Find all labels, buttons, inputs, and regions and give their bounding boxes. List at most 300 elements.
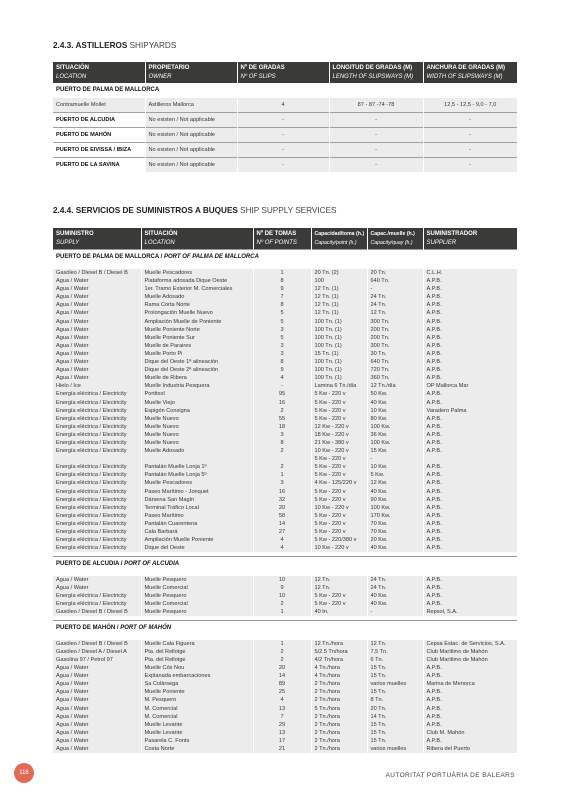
supply-cell: Energía eléctrica / Electricity — [53, 471, 141, 479]
supply-cell: Energía eléctrica / Electricity — [53, 528, 141, 536]
supplier-cell: OP Mallorca Mar — [423, 382, 517, 390]
location-cell: Muelle Cala Figuera — [141, 640, 253, 648]
column-header — [253, 228, 311, 250]
supply-table — [53, 228, 517, 757]
capacity-quay-cell: 15 Tn. — [367, 721, 423, 729]
points-cell: 8 — [253, 301, 311, 309]
capacity-quay-cell: 14 Tn. — [367, 713, 423, 721]
location-cell: Muelle Pesquero — [141, 576, 253, 584]
supplier-cell: A.P.B. — [423, 488, 517, 496]
capacity-quay-cell: - — [367, 608, 423, 616]
port-name-en: PORT OF PALMA DE MALLORCA — [164, 254, 259, 260]
points-cell: 2 — [253, 648, 311, 656]
points-cell: 1 — [253, 608, 311, 616]
capacity-point-cell: 5 Kw - 220 v — [311, 463, 367, 471]
supplier-cell: Club Marítimo de Mahón — [423, 648, 517, 656]
slips-cell: - — [237, 128, 329, 143]
points-cell: 9 — [253, 285, 311, 293]
capacity-quay-cell: 40 Kw. — [367, 399, 423, 407]
table-row — [53, 721, 517, 729]
capacity-quay-cell: 300 Tn. — [367, 342, 423, 350]
supply-cell: Gasóleo / Diesel B / Diesel B — [53, 640, 141, 648]
capacity-quay-cell: 7,5 Tn. — [367, 648, 423, 656]
points-cell: 95 — [253, 390, 311, 398]
points-cell: 55 — [253, 415, 311, 423]
supply-cell: Energía eléctrica / Electricity — [53, 431, 141, 439]
points-cell: 4 — [253, 374, 311, 382]
capacity-quay-cell: varios muelles — [367, 680, 423, 688]
supply-cell: Energía eléctrica / Electricity — [53, 415, 141, 423]
table-row — [53, 463, 517, 471]
points-cell: 2 — [253, 407, 311, 415]
points-cell: 16 — [253, 399, 311, 407]
supplier-cell: A.P.B. — [423, 334, 517, 342]
supply-cell: Energía eléctrica / Electricity — [53, 520, 141, 528]
supplier-cell: A.P.B. — [423, 584, 517, 592]
capacity-quay-cell: 15 Tn. — [367, 688, 423, 696]
supplier-cell: A.P.B. — [423, 431, 517, 439]
supplier-cell: A.P.B. — [423, 309, 517, 317]
points-cell: 5 — [253, 334, 311, 342]
points-cell: 9 — [253, 366, 311, 374]
column-header — [141, 228, 253, 250]
column-header — [329, 62, 423, 83]
column-header-en: WIDTH OF SLIPSWAYS (M) — [426, 73, 503, 80]
width-cell: 12,5 - 12,5 - 9,0 - 7,0 — [423, 98, 517, 113]
location-cell: Pantalán Muelle Lonja 5º — [141, 471, 253, 479]
supplier-cell: A.P.B. — [423, 479, 517, 487]
points-cell: 7 — [253, 293, 311, 301]
spacer — [53, 753, 517, 757]
supplier-cell: A.P.B. — [423, 285, 517, 293]
location-cell: Muelle Nuevo — [141, 415, 253, 423]
capacity-quay-cell: 300 Tn. — [367, 318, 423, 326]
capacity-point-cell: 5 Kw - 220 v — [311, 415, 367, 423]
port-name: PUERTO DE PALMA DE MALLORCA — [53, 83, 517, 98]
supply-cell: Energía eléctrica / Electricity — [53, 463, 141, 471]
supplier-cell: A.P.B. — [423, 576, 517, 584]
table-row — [53, 512, 517, 520]
location-cell: Muelle Adosado — [141, 447, 253, 455]
capacity-quay-cell: 12 Tn. — [367, 309, 423, 317]
capacity-point-cell: 2 Tn./hora — [311, 688, 367, 696]
points-cell: 3 — [253, 431, 311, 439]
length-cell: - — [329, 143, 423, 158]
capacity-point-cell: 5/2.5 Tn/hora — [311, 648, 367, 656]
capacity-quay-cell: 200 Tn. — [367, 326, 423, 334]
port-name-en: PORT OF MAHÓN — [120, 624, 172, 631]
capacity-point-cell: 5 Tn./hora — [311, 705, 367, 713]
points-cell: - — [253, 382, 311, 390]
capacity-quay-cell: 200 Tn. — [367, 334, 423, 342]
capacity-point-cell: 15 Tn. (1) — [311, 350, 367, 358]
supplier-cell: A.P.B. — [423, 672, 517, 680]
capacity-point-cell: 4 Tn./hora — [311, 664, 367, 672]
title-en: SHIP SUPPLY SERVICES — [240, 206, 337, 215]
capacity-quay-cell: 100 Kw. — [367, 423, 423, 431]
capacity-point-cell: 12 Kw - 220 v — [311, 423, 367, 431]
points-cell: 25 — [253, 688, 311, 696]
table-row — [53, 407, 517, 415]
capacity-quay-cell: 12 Tn./día — [367, 382, 423, 390]
port-name: PUERTO DE MAHÓN / PORT OF MAHÓN — [53, 620, 517, 636]
location-cell: Muelle Comercial — [141, 584, 253, 592]
table-row — [53, 608, 517, 616]
table-row — [53, 737, 517, 745]
location-cell: Espigón Consigna — [141, 407, 253, 415]
port-cell: PUERTO DE EIVISSA / IBIZA — [53, 143, 145, 158]
capacity-quay-cell: - — [367, 285, 423, 293]
table-row — [53, 688, 517, 696]
capacity-point-cell: 21 Kw - 380 v — [311, 439, 367, 447]
capacity-point-cell: 12 Tn. — [311, 576, 367, 584]
points-cell: 9 — [253, 584, 311, 592]
table-row — [53, 158, 517, 173]
location-cell: Muelle Nuevo — [141, 431, 253, 439]
supply-cell: Agua / Water — [53, 358, 141, 366]
points-cell: 32 — [253, 496, 311, 504]
capacity-quay-cell: 40 Kw. — [367, 488, 423, 496]
table-row — [53, 479, 517, 487]
table-row — [53, 584, 517, 592]
supply-cell: Energía eléctrica / Electricity — [53, 439, 141, 447]
port-header-row — [53, 83, 517, 98]
supplier-cell: A.P.B. — [423, 512, 517, 520]
table-row — [53, 600, 517, 608]
table-row — [53, 128, 517, 143]
capacity-point-cell: 4 Tn./hora — [311, 672, 367, 680]
capacity-point-cell: 5 Kw - 220 v — [311, 592, 367, 600]
table-row — [53, 415, 517, 423]
table-row — [53, 504, 517, 512]
capacity-quay-cell: 640 Tn. — [367, 277, 423, 285]
supply-cell: Agua / Water — [53, 745, 141, 753]
supply-cell: Energía eléctrica / Electricity — [53, 399, 141, 407]
supply-cell: Agua / Water — [53, 729, 141, 737]
supply-cell: Energía eléctrica / Electricity — [53, 600, 141, 608]
table-row — [53, 705, 517, 713]
table-row — [53, 648, 517, 656]
location-cell: Dique del Oeste 1ª alineación — [141, 358, 253, 366]
title-es: 2.4.3. ASTILLEROS — [53, 41, 128, 50]
port-name: PUERTO DE ALCUDIA / PORT OF ALCUDIA — [53, 556, 517, 572]
capacity-point-cell: 5 Kw - 220 v — [311, 496, 367, 504]
points-cell: 5 — [253, 309, 311, 317]
capacity-point-cell: 100 Tn. (1) — [311, 366, 367, 374]
capacity-quay-cell: 70 Kw. — [367, 528, 423, 536]
supplier-cell: A.P.B. — [423, 536, 517, 544]
location-cell: Plataforma adosada Dique Oeste — [141, 277, 253, 285]
location-cell: Muelle Poniente Sur — [141, 334, 253, 342]
capacity-point-cell: 5 Kw - 220 v — [311, 488, 367, 496]
capacity-point-cell: 12 Tn./hora — [311, 640, 367, 648]
port-header-row — [53, 250, 517, 266]
supplier-cell: A.P.B. — [423, 318, 517, 326]
supplier-cell: A.P.B. — [423, 664, 517, 672]
points-cell: 10 — [253, 576, 311, 584]
location-cell: Muelle Industria Pesquera — [141, 382, 253, 390]
supplier-cell — [423, 455, 517, 463]
location-cell: Pantalán Cuarentena — [141, 520, 253, 528]
table-row — [53, 390, 517, 398]
supply-cell: Agua / Water — [53, 342, 141, 350]
points-cell: 14 — [253, 520, 311, 528]
table-row — [53, 729, 517, 737]
points-cell: 10 — [253, 592, 311, 600]
points-cell: 20 — [253, 664, 311, 672]
capacity-point-cell: 100 Tn. (1) — [311, 342, 367, 350]
location-cell: Portitxol — [141, 390, 253, 398]
table-row — [53, 143, 517, 158]
capacity-point-cell: 2 Tn./hora — [311, 696, 367, 704]
supplier-cell: Marina de Menorca — [423, 680, 517, 688]
table-row — [53, 374, 517, 382]
capacity-quay-cell: 15 Tn. — [367, 664, 423, 672]
capacity-point-cell: 40 tn. — [311, 608, 367, 616]
port-name-es: PUERTO DE ALCUDIA — [56, 560, 120, 567]
supply-cell: Gasóleo / Diesel B / Diesel B — [53, 269, 141, 277]
supplier-cell: A.P.B. — [423, 520, 517, 528]
points-cell: 13 — [253, 729, 311, 737]
location-cell: Muelle Levante — [141, 721, 253, 729]
supply-header — [53, 228, 517, 250]
supplier-cell: A.P.B. — [423, 326, 517, 334]
capacity-point-cell: 10 Kw - 220 v — [311, 447, 367, 455]
supplier-cell: A.P.B. — [423, 293, 517, 301]
supplier-cell: A.P.B. — [423, 471, 517, 479]
supply-cell: Agua / Water — [53, 350, 141, 358]
supply-cell: Gasolina 97 / Petrol 97 — [53, 656, 141, 664]
owner-cell: No existen / Not applicable — [145, 143, 237, 158]
points-cell: 89 — [253, 680, 311, 688]
table-row — [53, 309, 517, 317]
location-cell: M. Comercial — [141, 713, 253, 721]
capacity-quay-cell: 15 Tn. — [367, 729, 423, 737]
slips-cell: - — [237, 143, 329, 158]
table-row — [53, 640, 517, 648]
location-cell: Muelle de Ribera — [141, 374, 253, 382]
supplier-cell: A.P.B. — [423, 358, 517, 366]
table-row — [53, 342, 517, 350]
supplier-cell: A.P.B. — [423, 390, 517, 398]
column-header-es: SUMINISTRADOR — [426, 231, 478, 237]
supply-cell: Agua / Water — [53, 664, 141, 672]
location-cell: Prolongación Muelle Nuevo — [141, 309, 253, 317]
capacity-quay-cell: 50 Kw. — [367, 390, 423, 398]
publisher-name: AUTORITAT PORTUÀRIA DE BALEARS — [385, 772, 515, 779]
length-cell: - — [329, 128, 423, 143]
capacity-quay-cell: 24 Tn. — [367, 301, 423, 309]
points-cell: 27 — [253, 528, 311, 536]
location-cell: Muelle Poniente — [141, 688, 253, 696]
table-row — [53, 334, 517, 342]
spacer-row — [53, 753, 517, 757]
capacity-quay-cell: 6 Tn. — [367, 656, 423, 664]
length-cell: 87 - 87 -74 -78 — [329, 98, 423, 113]
column-header-en: SUPPLIER — [426, 239, 457, 246]
table-row — [53, 471, 517, 479]
supply-cell: Agua / Water — [53, 366, 141, 374]
supply-cell: Agua / Water — [53, 318, 141, 326]
supply-body — [53, 250, 517, 758]
capacity-point-cell: 5 Kw - 220 v — [311, 407, 367, 415]
capacity-point-cell: 5 Kw - 220 v — [311, 471, 367, 479]
supplier-cell: A.P.B. — [423, 592, 517, 600]
slips-cell: 4 — [237, 98, 329, 113]
points-cell: 1 — [253, 471, 311, 479]
port-cell: PUERTO DE LA SAVINA — [53, 158, 145, 173]
location-cell: Ampliación Muelle de Poniente — [141, 318, 253, 326]
length-cell: - — [329, 113, 423, 128]
supply-cell: Agua / Water — [53, 680, 141, 688]
table-row — [53, 745, 517, 753]
supplier-cell: A.P.B. — [423, 688, 517, 696]
capacity-quay-cell: 30 Tn. — [367, 350, 423, 358]
column-header-en: Nº OF POINTS — [256, 239, 297, 246]
points-cell: 8 — [253, 277, 311, 285]
supply-cell: Agua / Water — [53, 672, 141, 680]
capacity-point-cell: 5 Kw - 220 v — [311, 455, 367, 463]
capacity-point-cell: 5 Kw - 220 v — [311, 520, 367, 528]
title-en: SHIPYARDS — [129, 41, 177, 50]
capacity-point-cell: 100 Tn. (1) — [311, 326, 367, 334]
column-header-en: LENGTH OF SLIPSWAYS (M) — [332, 73, 414, 80]
column-header — [423, 62, 517, 83]
capacity-point-cell: 5 Kw - 220 v — [311, 399, 367, 407]
capacity-quay-cell: 15 Kw. — [367, 447, 423, 455]
port-cell: PUERTO DE ALCUDIA — [53, 113, 145, 128]
points-cell: 4 — [253, 544, 311, 552]
supplier-cell: A.P.B. — [423, 600, 517, 608]
capacity-quay-cell: 40 Kw. — [367, 544, 423, 552]
points-cell: 4 — [253, 696, 311, 704]
table-row — [53, 98, 517, 113]
capacity-point-cell: 12 Tn. — [311, 584, 367, 592]
header-row — [53, 228, 517, 250]
supplier-cell: A.P.B. — [423, 423, 517, 431]
column-header-en: OWNER — [148, 73, 172, 80]
supplier-cell: A.P.B. — [423, 463, 517, 471]
location-cell: Muelle Cós Nou — [141, 664, 253, 672]
shipyards-table — [53, 62, 517, 172]
capacity-quay-cell: 20 Tn. — [367, 269, 423, 277]
capacity-quay-cell: 40 Kw. — [367, 592, 423, 600]
points-cell: 13 — [253, 705, 311, 713]
supply-cell: Agua / Water — [53, 696, 141, 704]
supplier-cell: A.P.B. — [423, 737, 517, 745]
location-cell: Muelle Pesquero — [141, 608, 253, 616]
capacity-quay-cell: 80 Kw. — [367, 415, 423, 423]
table-row — [53, 439, 517, 447]
table-row — [53, 664, 517, 672]
column-header-es: SUMINISTRO — [56, 231, 94, 237]
location-cell: Muelle Comercial — [141, 600, 253, 608]
supplier-cell: A.P.B. — [423, 713, 517, 721]
supply-cell: Agua / Water — [53, 285, 141, 293]
port-header-row — [53, 620, 517, 636]
points-cell: 5 — [253, 318, 311, 326]
width-cell: - — [423, 143, 517, 158]
capacity-quay-cell: 36 Kw. — [367, 431, 423, 439]
supplier-cell: A.P.B. — [423, 350, 517, 358]
capacity-point-cell: 12 Tn. (1) — [311, 301, 367, 309]
column-header — [53, 228, 141, 250]
table-row — [53, 326, 517, 334]
column-header-es: Nº DE GRADAS — [240, 65, 285, 71]
location-cell: Costa Norte — [141, 745, 253, 753]
page-number-badge: 116 — [14, 763, 34, 783]
location-cell: Muelle Porto Pi — [141, 350, 253, 358]
supply-cell: Gasóleo / Diesel B / Diesel B — [53, 608, 141, 616]
capacity-point-cell: 20 Tn. (2) — [311, 269, 367, 277]
column-header-es: Nº DE TOMAS — [256, 231, 297, 237]
capacity-quay-cell: 10 Kw. — [367, 463, 423, 471]
supplier-cell: A.P.B. — [423, 696, 517, 704]
location-cell: Muelle Nuevo — [141, 423, 253, 431]
supply-cell: Agua / Water — [53, 721, 141, 729]
table-row — [53, 496, 517, 504]
supplier-cell: Club Marítimo de Mahón — [423, 656, 517, 664]
capacity-quay-cell: 640 Tn. — [367, 358, 423, 366]
capacity-quay-cell: 24 Tn. — [367, 584, 423, 592]
supplier-cell: A.P.B. — [423, 705, 517, 713]
capacity-point-cell: 2 Tn./hora — [311, 680, 367, 688]
supplier-cell: Repsol, S.A. — [423, 608, 517, 616]
table-row — [53, 447, 517, 455]
location-cell: Cala Barbará — [141, 528, 253, 536]
points-cell: 3 — [253, 350, 311, 358]
points-cell: 3 — [253, 342, 311, 350]
supply-cell: Energía eléctrica / Electricity — [53, 407, 141, 415]
supply-cell: Agua / Water — [53, 705, 141, 713]
location-cell: Sa Colàrsega — [141, 680, 253, 688]
capacity-point-cell: 5 Kw - 220 v — [311, 390, 367, 398]
column-header-es: Capac./muelle (h.) — [370, 231, 415, 237]
capacity-point-cell: 5 Kw - 220 v — [311, 528, 367, 536]
location-cell: M. Pesquero — [141, 696, 253, 704]
supply-cell: Energía eléctrica / Electricity — [53, 592, 141, 600]
capacity-quay-cell: 20 Tn. — [367, 705, 423, 713]
table-row — [53, 399, 517, 407]
capacity-point-cell: 2 Tn./hora — [311, 713, 367, 721]
points-cell: 17 — [253, 737, 311, 745]
location-cell — [141, 455, 253, 463]
capacity-quay-cell: 170 Kw. — [367, 512, 423, 520]
supply-cell: Agua / Water — [53, 309, 141, 317]
capacity-point-cell: 12 Tn. (1) — [311, 293, 367, 301]
location-cell: Muelle Pescadores — [141, 269, 253, 277]
capacity-quay-cell: 360 Tn. — [367, 374, 423, 382]
shipyards-header — [53, 62, 517, 83]
supply-cell: Agua / Water — [53, 584, 141, 592]
table-row — [53, 528, 517, 536]
supplier-cell: A.P.B. — [423, 544, 517, 552]
location-cell: M. Comercial — [141, 705, 253, 713]
supply-cell: Energía eléctrica / Electricity — [53, 423, 141, 431]
capacity-point-cell: 100 — [311, 277, 367, 285]
supplier-cell: C.L.H. — [423, 269, 517, 277]
points-cell: 1 — [253, 640, 311, 648]
points-cell: 7 — [253, 713, 311, 721]
capacity-quay-cell: - — [367, 455, 423, 463]
supply-cell: Agua / Water — [53, 713, 141, 721]
location-cell: Muelle Levante — [141, 729, 253, 737]
capacity-point-cell: 10 Kw - 220 v — [311, 544, 367, 552]
supplier-cell: A.P.B. — [423, 528, 517, 536]
capacity-quay-cell: 70 Kw. — [367, 520, 423, 528]
shipyards-body — [53, 83, 517, 172]
table-row — [53, 277, 517, 285]
